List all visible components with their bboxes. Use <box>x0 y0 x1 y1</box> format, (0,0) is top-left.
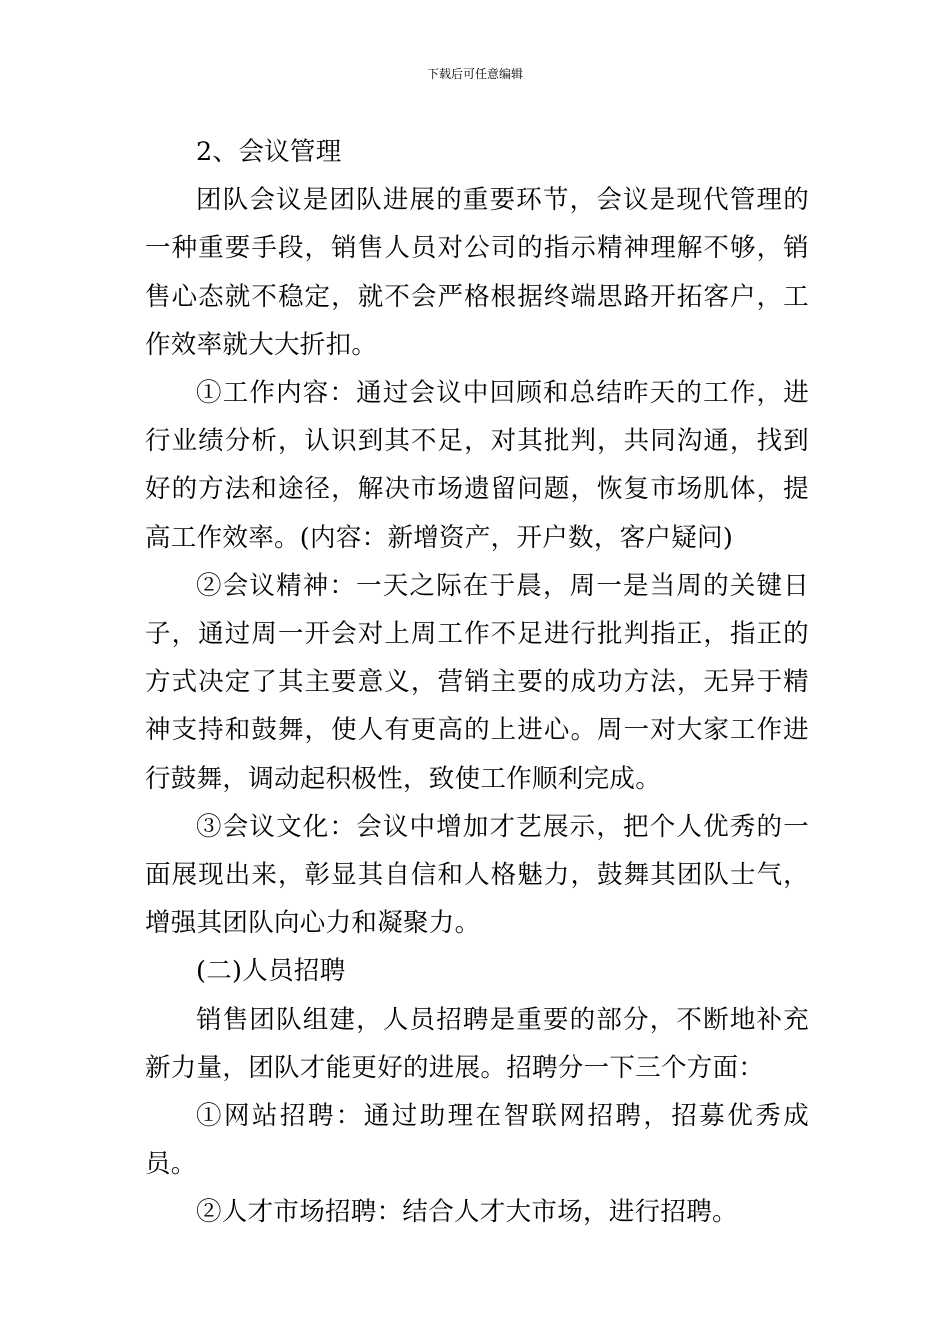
paragraph-meeting-intro: 团队会议是团队进展的重要环节，会议是现代管理的一种重要手段，销售人员对公司的指示精神理解不够，销售心态就不稳定，就不会严格根据终端思路开拓客户，工作效率就大大折扣。 <box>145 185 809 360</box>
paragraph-recruitment-intro: 销售团队组建，人员招聘是重要的部分，不断地补充新力量，团队才能更好的进展。招聘分一下三个方面： <box>145 1004 809 1083</box>
section-heading-recruitment: (二)人员招聘 <box>196 956 346 987</box>
paragraph-meeting-culture: ③会议文化：会议中增加才艺展示，把个人优秀的一面展现出来，彰显其自信和人格魅力，鼓舞其团队士气，增强其团队向心力和凝聚力。 <box>145 811 809 939</box>
paragraph-talent-market-recruitment: ②人才市场招聘：结合人才大市场，进行招聘。 <box>196 1197 738 1228</box>
paragraph-meeting-spirit: ②会议精神：一天之际在于晨，周一是当周的关键日子，通过周一开会对上周工作不足进行批判指正，指正的方式决定了其主要意义，营销主要的成功方法，无异于精神支持和鼓舞，使人有更高的上进心。周一对大家工作进行鼓舞，调动起积极性，致使工作顺利完成。 <box>145 570 809 794</box>
paragraph-work-content: ①工作内容：通过会议中回顾和总结昨天的工作，进行业绩分析，认识到其不足，对其批判，共同沟通，找到好的方法和途径，解决市场遗留问题，恢复市场肌体，提高工作效率。(内容：新增资产，开户数，客户疑问) <box>145 378 809 553</box>
paragraph-website-recruitment: ①网站招聘：通过助理在智联网招聘，招募优秀成员。 <box>145 1101 809 1180</box>
page-header: 下载后可任意编辑 <box>426 67 523 81</box>
section-heading-meeting-management: 2、会议管理 <box>196 137 342 167</box>
document-body <box>145 128 809 1237</box>
